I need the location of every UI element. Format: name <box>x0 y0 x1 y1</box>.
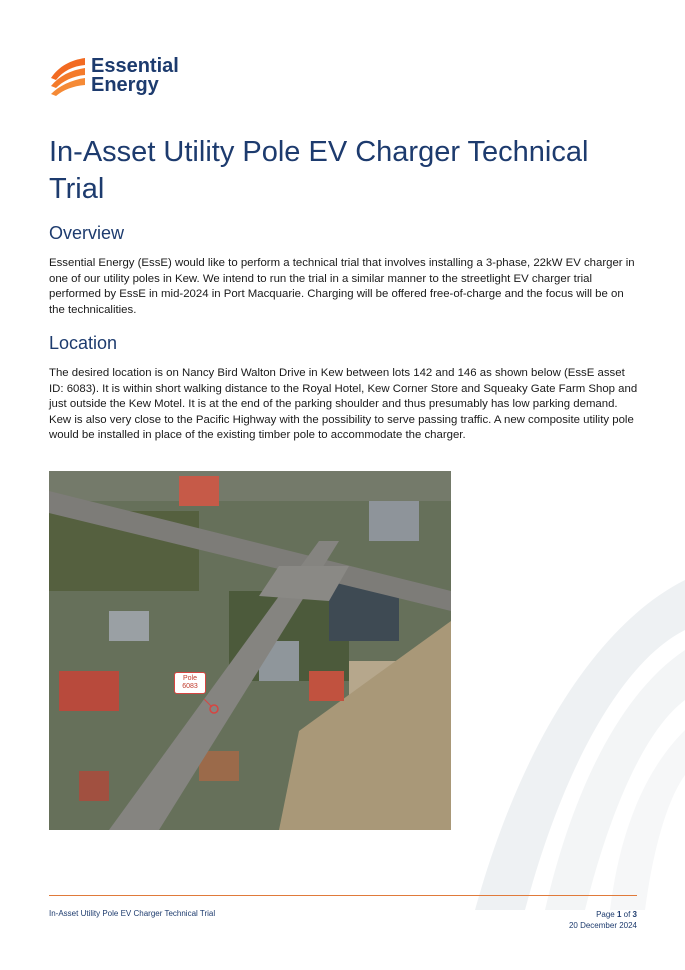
footer-divider <box>49 895 637 896</box>
overview-paragraph: Essential Energy (EssE) would like to perform a technical trial that involves installing a 3-phase, 22kW EV charger in one of our utility poles in Kew. We intend to run the trial in a similar manner to the streetlight EV charger trial performed by EssE in mid-2024 in Port Macquarie. Charging will be offered free-of-charge and the focus will be on the technicalities. <box>49 257 635 316</box>
page-prefix: Page <box>596 910 617 919</box>
essential-energy-logo <box>49 56 179 96</box>
overview-heading: Overview <box>49 223 125 243</box>
page-total: 3 <box>632 910 637 919</box>
logo-flame-icon <box>49 56 87 96</box>
logo-line-1: Essential <box>91 55 179 77</box>
document-date: 20 December 2024 <box>568 921 637 930</box>
document-title: In-Asset Utility Pole EV Charger Technical Trial <box>49 136 589 205</box>
page-current: 1 <box>616 910 622 919</box>
logo-wordmark <box>91 57 179 95</box>
map-image <box>49 471 451 830</box>
footer-document-title: In-Asset Utility Pole EV Charger Technical Trial <box>49 909 216 918</box>
location-paragraph: The desired location is on Nancy Bird Walton Drive in Kew between lots 142 and 146 as shown below (EssE asset ID: 6083). It is within short walking distance to the Royal Hotel, Kew Corner Store and Squeaky Gate Farm Shop and just outside the Kew Motel. It is at the end of the parking shoulder and thus presumably has low parking demand. Kew is also very close to the Pacific Highway with the possibility to serve passing traffic. A new composite utility pole would be installed in place of the existing timber pole to accommodate the charger. <box>49 367 638 441</box>
pole-label-line-1: Pole <box>182 675 197 682</box>
footer-page-info <box>569 909 637 931</box>
logo-line-2: Energy <box>91 74 159 96</box>
location-satellite-map <box>49 471 451 830</box>
page-number <box>569 909 637 920</box>
page-of: of <box>621 910 633 919</box>
pole-marker-label <box>174 672 206 694</box>
location-heading: Location <box>49 333 118 353</box>
pole-label-line-2: 6083 <box>182 683 198 690</box>
